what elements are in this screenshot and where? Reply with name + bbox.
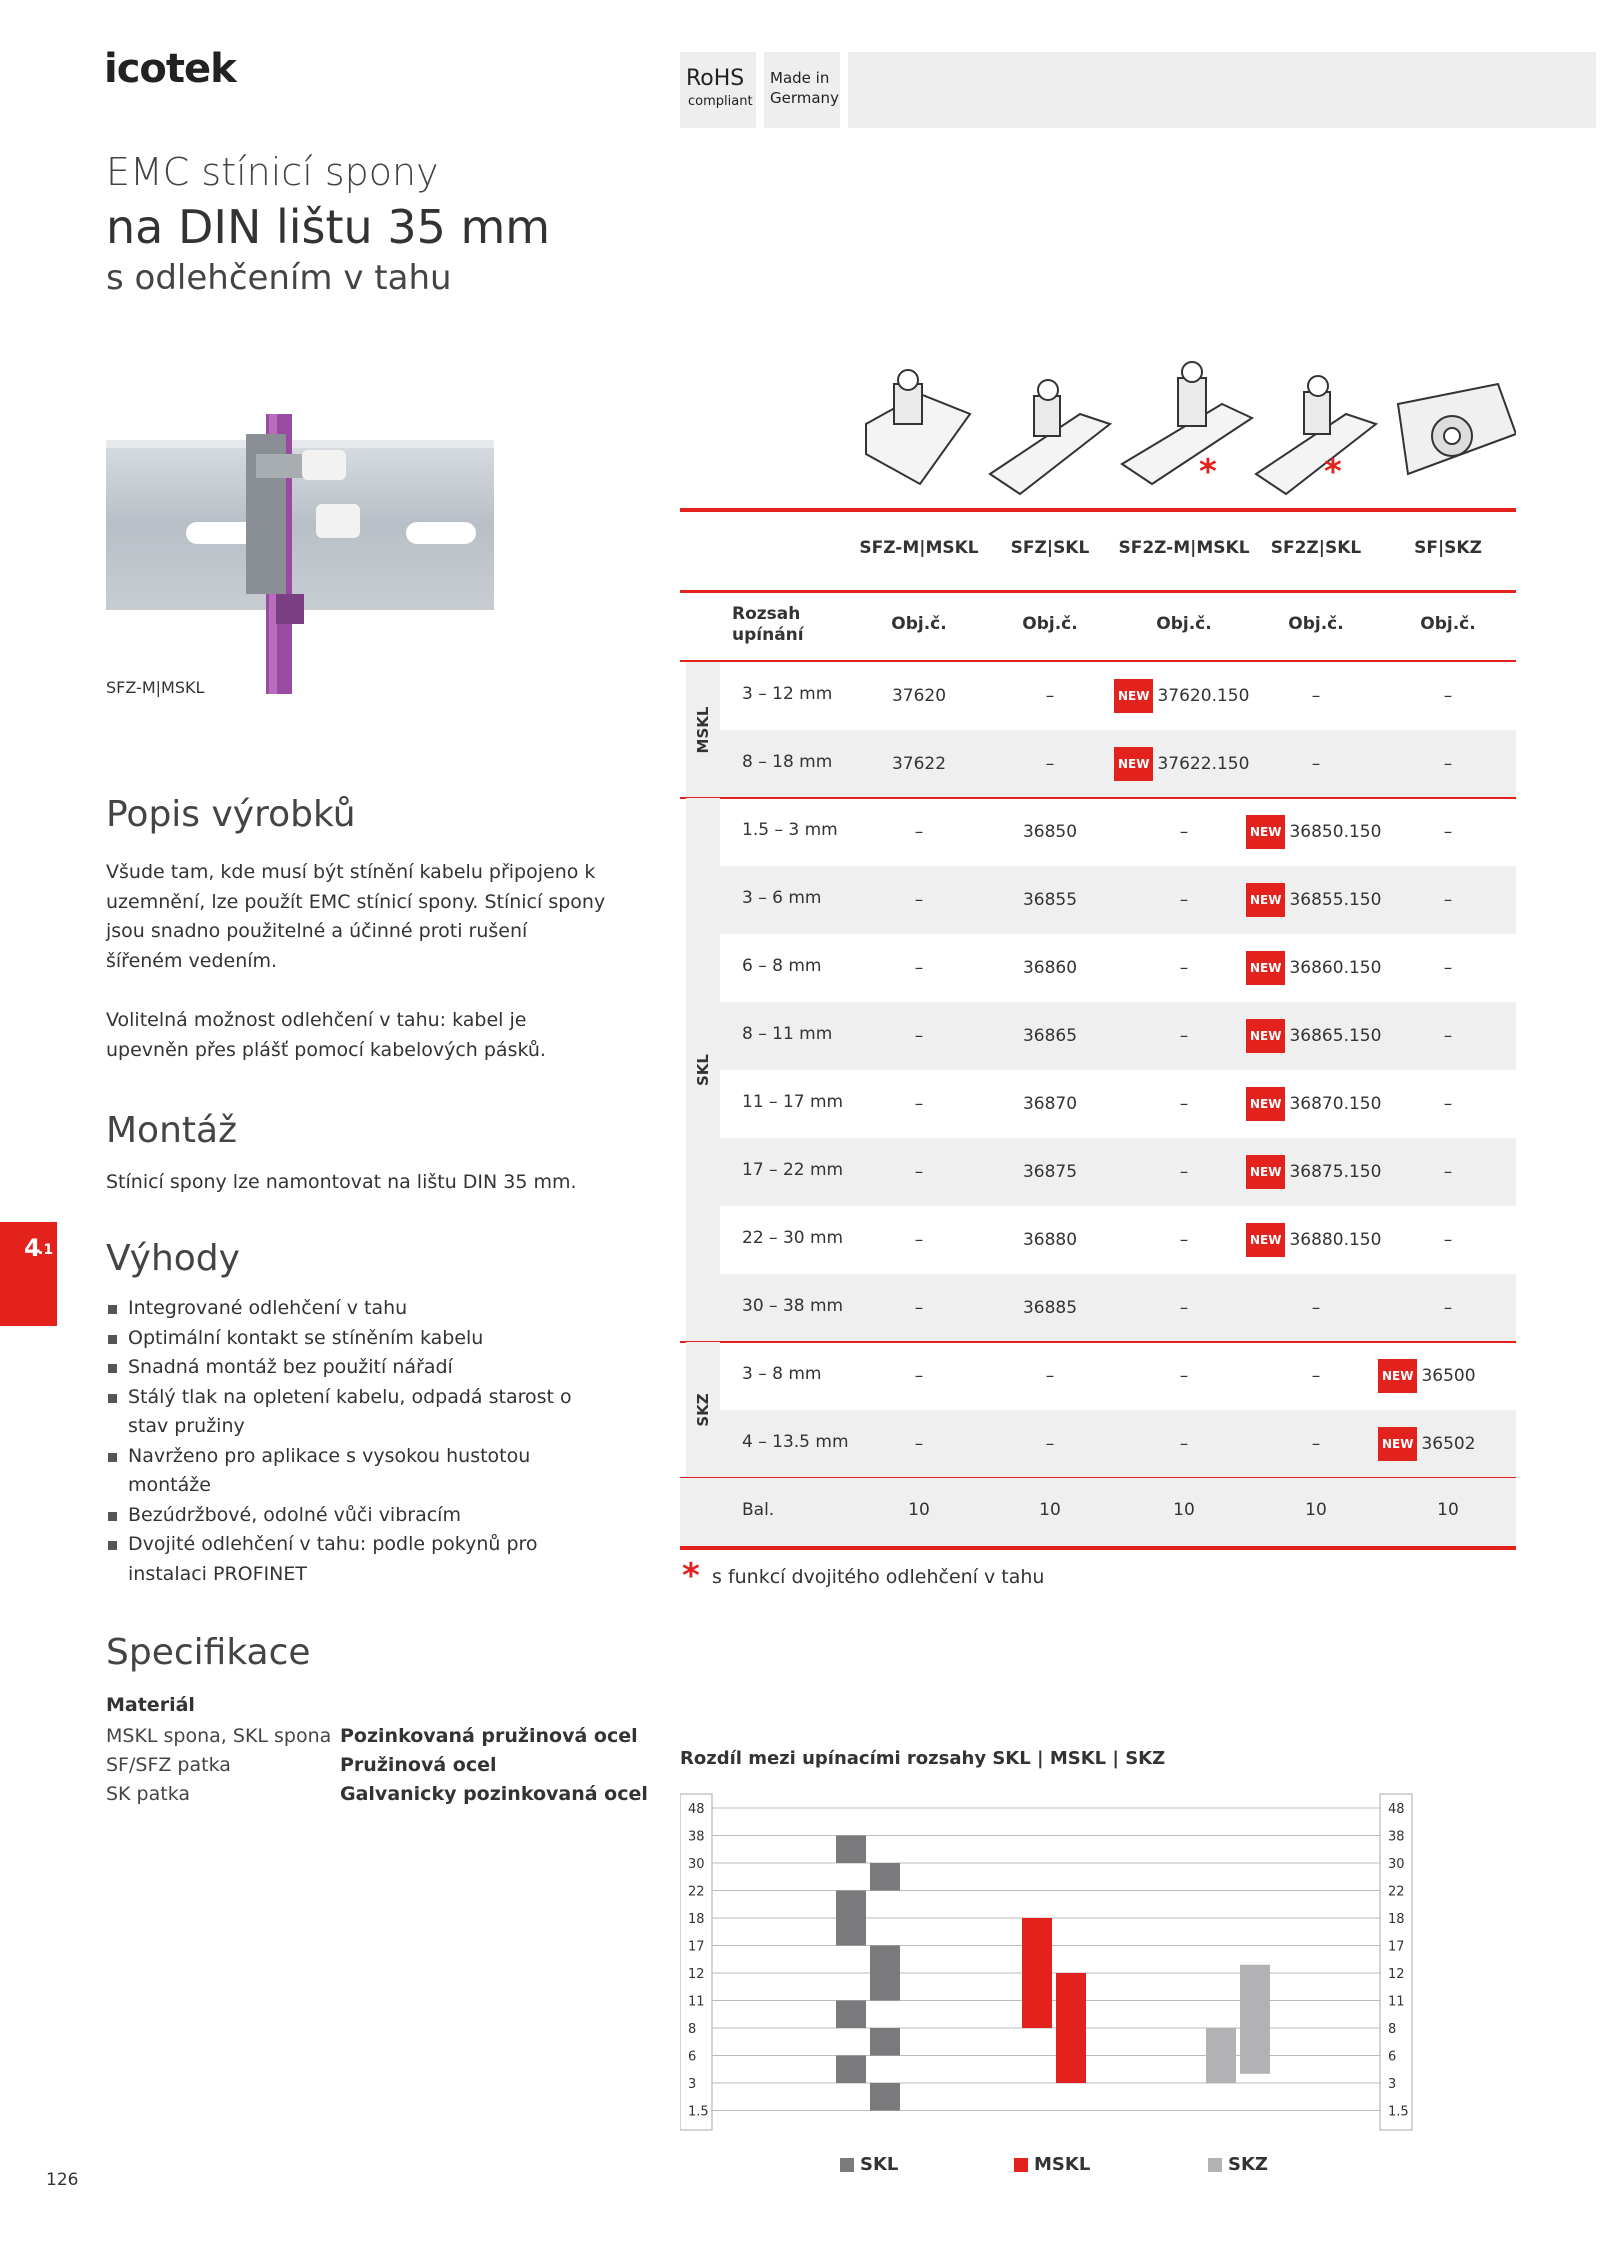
pack-value: 10 xyxy=(1039,1500,1061,1520)
spec-row xyxy=(106,1780,648,1809)
order-number: – xyxy=(914,1162,924,1182)
y-tick-label-right: 30 xyxy=(1388,1857,1405,1872)
benefit-item: Integrované odlehčení v tahu xyxy=(106,1294,586,1324)
order-number-cell xyxy=(1104,1087,1264,1121)
description-para1: Všude tam, kde musí být stínění kabelu připojeno k uzemnění, lze použít EMC stínicí spony. Stínicí spony jsou snadno použitelné a účinné proti rušení šířeném vedením. xyxy=(106,861,606,972)
order-col-header: Obj.č. xyxy=(891,614,947,634)
order-number-cell xyxy=(1104,1155,1264,1189)
range-header: Rozsah upínání xyxy=(732,604,804,645)
order-number: 36855 xyxy=(1022,890,1078,910)
order-number-cell xyxy=(1104,883,1264,917)
product-col-header: SF|SKZ xyxy=(1414,538,1482,558)
spec-row xyxy=(106,1722,638,1751)
new-badge: NEW xyxy=(1378,1427,1417,1461)
order-number: – xyxy=(1443,754,1453,774)
rohs-badge xyxy=(680,52,756,128)
bar-mskl xyxy=(1056,1973,1086,2083)
range-cell: 6 – 8 mm xyxy=(742,956,822,976)
order-col-header: Obj.č. xyxy=(1022,614,1078,634)
order-number: 36870 xyxy=(1022,1094,1078,1114)
order-number: 36860 xyxy=(1022,958,1078,978)
order-number: – xyxy=(1443,1026,1453,1046)
y-tick-label-right: 11 xyxy=(1388,1994,1405,2010)
double-strain-relief-marker: * xyxy=(1324,452,1342,492)
order-number: 36880 xyxy=(1022,1230,1078,1250)
chapter-major: 4 xyxy=(24,1234,41,1262)
footnote-text: s funkcí dvojitého odlehčení v tahu xyxy=(712,1566,1045,1588)
order-number: – xyxy=(1443,1094,1453,1114)
mounting-text: Stínicí spony lze namontovat na lištu DIN 35 mm. xyxy=(106,1171,577,1193)
table-bottom-rule xyxy=(680,1546,1516,1550)
spec-value: Pozinkovaná pružinová ocel xyxy=(340,1725,638,1747)
pack-value: 10 xyxy=(908,1500,930,1520)
range-cell: 3 – 8 mm xyxy=(742,1364,822,1384)
made-in-line2: Germany xyxy=(770,89,839,107)
range-cell: 30 – 38 mm xyxy=(742,1296,844,1316)
order-number: 36865 xyxy=(1022,1026,1078,1046)
made-in-line1: Made in xyxy=(770,69,830,87)
group-rule xyxy=(680,797,1516,799)
legend-label-mskl: MSKL xyxy=(1034,2154,1091,2175)
order-number: – xyxy=(914,1094,924,1114)
new-badge: NEW xyxy=(1246,1019,1285,1053)
order-number-cell xyxy=(1368,1155,1528,1189)
order-number-cell xyxy=(1368,1223,1528,1257)
order-number: – xyxy=(1311,1298,1321,1318)
new-badge: NEW xyxy=(1246,883,1285,917)
title-line2: na DIN lištu 35 mm xyxy=(106,200,551,254)
range-cell: 4 – 13.5 mm xyxy=(742,1432,849,1452)
order-number: – xyxy=(1311,1434,1321,1454)
new-badge: NEW xyxy=(1246,1223,1285,1257)
order-number: 37620.150 xyxy=(1157,686,1250,706)
header-bar xyxy=(848,52,1596,128)
made-in-badge xyxy=(764,52,840,128)
order-number: 36850.150 xyxy=(1289,822,1382,842)
order-number: – xyxy=(1179,1366,1189,1386)
y-tick-label-left: 11 xyxy=(688,1994,705,2010)
chapter-tab xyxy=(0,1222,57,1326)
y-tick-label-left: 30 xyxy=(688,1857,705,1872)
new-badge: NEW xyxy=(1378,1359,1417,1393)
bar-mskl xyxy=(1022,1918,1052,2028)
y-tick-label-right: 6 xyxy=(1388,2049,1397,2065)
group-label-text: SKZ xyxy=(694,1393,712,1427)
legend-label-skz: SKZ xyxy=(1228,2154,1268,2175)
new-badge: NEW xyxy=(1246,1155,1285,1189)
benefit-item: Navrženo pro aplikace s vysokou hustotou montáže xyxy=(106,1442,586,1501)
product-col-header: SF2Z-M|MSKL xyxy=(1118,538,1250,558)
order-number: 36885 xyxy=(1022,1298,1078,1318)
bar-skl xyxy=(870,2028,900,2056)
chapter-minor: .1 xyxy=(38,1242,54,1258)
order-number: 37622.150 xyxy=(1157,754,1250,774)
benefits-heading: Výhody xyxy=(106,1238,240,1279)
y-tick-label-left: 22 xyxy=(688,1884,705,1900)
clip-illustration-2 xyxy=(990,380,1110,494)
order-number-cell xyxy=(1368,1019,1528,1053)
order-number: 37620 xyxy=(891,686,947,706)
order-number: – xyxy=(1443,1230,1453,1250)
group-label xyxy=(686,662,720,798)
order-number: 36502 xyxy=(1421,1434,1476,1454)
order-number: – xyxy=(1443,958,1453,978)
order-number: – xyxy=(1443,822,1453,842)
legend-label-skl: SKL xyxy=(860,2154,899,2175)
y-tick-label-right: 22 xyxy=(1388,1884,1405,1900)
pack-value: 10 xyxy=(1173,1500,1195,1520)
y-tick-label-right: 38 xyxy=(1388,1829,1405,1845)
photo-caption: SFZ-M|MSKL xyxy=(106,678,205,697)
order-number-cell xyxy=(1236,1427,1396,1461)
order-number: – xyxy=(1443,1298,1453,1318)
order-number: 36855.150 xyxy=(1289,890,1382,910)
pack-value: 10 xyxy=(1437,1500,1459,1520)
benefit-item: Optimální kontakt se stíněním kabelu xyxy=(106,1324,586,1354)
new-badge: NEW xyxy=(1114,747,1153,781)
product-col-header: SFZ|SKL xyxy=(1010,538,1090,558)
order-number: – xyxy=(1179,1434,1189,1454)
clip-illustration-1 xyxy=(866,370,970,484)
order-number: 36870.150 xyxy=(1289,1094,1382,1114)
y-tick-label-left: 17 xyxy=(688,1939,705,1955)
clamping-range-chart xyxy=(680,1790,1420,2150)
range-cell: 22 – 30 mm xyxy=(742,1228,844,1248)
order-number: – xyxy=(914,1366,924,1386)
product-illustrations xyxy=(860,354,1516,504)
spec-value: Galvanicky pozinkovaná ocel xyxy=(340,1783,648,1805)
bar-skl xyxy=(836,1836,866,1864)
double-strain-relief-marker: * xyxy=(1199,452,1217,492)
chart-legend xyxy=(1014,2154,1090,2175)
y-tick-label-right: 48 xyxy=(1388,1802,1405,1817)
y-tick-label-right: 3 xyxy=(1388,2077,1397,2092)
order-number-cell xyxy=(1368,883,1528,917)
spec-key: SK patka xyxy=(106,1783,191,1805)
description-para2: Volitelná možnost odlehčení v tahu: kabel je upevněn přes plášť pomocí kabelových pásků. xyxy=(106,1009,546,1061)
range-cell: 8 – 11 mm xyxy=(742,1024,833,1044)
order-number-cell xyxy=(1368,815,1528,849)
y-tick-label-right: 1.5 xyxy=(1388,2104,1409,2120)
order-number-cell xyxy=(1368,1087,1528,1121)
y-tick-label-right: 12 xyxy=(1388,1967,1405,1982)
benefit-item: Dvojité odlehčení v tahu: podle pokynů pro instalaci PROFINET xyxy=(106,1530,586,1589)
order-number: – xyxy=(914,1434,924,1454)
order-number: – xyxy=(914,890,924,910)
bar-skl xyxy=(870,1946,900,2001)
bar-skl xyxy=(870,1863,900,1891)
legend-swatch-skz xyxy=(1208,2158,1222,2172)
order-number: – xyxy=(1045,686,1055,706)
specs-heading: Specifikace xyxy=(106,1632,311,1673)
range-cell: 3 – 12 mm xyxy=(742,684,833,704)
order-number: – xyxy=(914,958,924,978)
order-number: 36850 xyxy=(1022,822,1078,842)
title-line1: EMC stínicí spony xyxy=(106,150,439,194)
clip-illustration-4 xyxy=(1256,376,1376,494)
order-number: – xyxy=(1311,686,1321,706)
order-number: – xyxy=(1443,890,1453,910)
mounting-heading: Montáž xyxy=(106,1110,237,1151)
y-tick-label-left: 12 xyxy=(688,1967,705,1982)
bar-skl xyxy=(836,2056,866,2084)
order-number-cell xyxy=(1378,1427,1538,1461)
group-label xyxy=(686,798,720,1342)
product-photo xyxy=(106,354,494,694)
new-badge: NEW xyxy=(1246,1087,1285,1121)
order-number: – xyxy=(914,1298,924,1318)
order-number-cell xyxy=(1368,1291,1528,1325)
order-number-cell xyxy=(1104,951,1264,985)
range-cell: 3 – 6 mm xyxy=(742,888,822,908)
clip-illustration-3 xyxy=(1122,362,1252,484)
new-badge: NEW xyxy=(1246,951,1285,985)
legend-swatch-mskl xyxy=(1014,2158,1028,2172)
order-number: – xyxy=(1311,1366,1321,1386)
order-col-header: Obj.č. xyxy=(1288,614,1344,634)
order-col-header: Obj.č. xyxy=(1420,614,1476,634)
bar-skl xyxy=(836,2001,866,2029)
table-top-rule xyxy=(680,508,1516,512)
order-number: – xyxy=(1179,1026,1189,1046)
chart-legend xyxy=(840,2154,898,2175)
order-number: – xyxy=(1179,958,1189,978)
benefit-item: Snadná montáž bez použití nářadí xyxy=(106,1353,586,1383)
order-number: 36880.150 xyxy=(1289,1230,1382,1250)
y-tick-label-left: 8 xyxy=(688,2022,697,2037)
order-number-cell xyxy=(1236,1359,1396,1393)
order-number: – xyxy=(1045,1434,1055,1454)
y-tick-label-left: 48 xyxy=(688,1802,705,1817)
benefit-item: Bezúdržbové, odolné vůči vibracím xyxy=(106,1501,586,1531)
range-cell: 17 – 22 mm xyxy=(742,1160,844,1180)
y-tick-label-left: 38 xyxy=(688,1829,705,1845)
order-number-cell xyxy=(1104,1019,1264,1053)
clip-illustration-5 xyxy=(1398,384,1516,474)
y-tick-label-left: 1.5 xyxy=(688,2104,709,2120)
title-line3: s odlehčením v tahu xyxy=(106,258,452,298)
y-tick-label-right: 8 xyxy=(1388,2022,1397,2037)
group-rule xyxy=(680,1341,1516,1343)
y-tick-label-left: 18 xyxy=(688,1912,705,1927)
y-tick-label-left: 6 xyxy=(688,2049,697,2065)
order-number: – xyxy=(1179,822,1189,842)
material-label: Materiál xyxy=(106,1694,195,1716)
order-number-cell xyxy=(1378,1359,1538,1393)
spec-key: MSKL spona, SKL spona xyxy=(106,1725,332,1747)
y-tick-label-right: 17 xyxy=(1388,1939,1405,1955)
bar-skl xyxy=(870,2083,900,2111)
table-header-rule xyxy=(680,660,1516,662)
group-label-text: MSKL xyxy=(694,706,712,754)
order-number: – xyxy=(1443,686,1453,706)
product-col-header: SFZ-M|MSKL xyxy=(859,538,979,558)
order-number: – xyxy=(1443,1162,1453,1182)
rohs-subtitle: compliant xyxy=(688,94,753,109)
order-number: 36860.150 xyxy=(1289,958,1382,978)
order-number-cell xyxy=(970,679,1130,713)
spec-key: SF/SFZ patka xyxy=(106,1754,231,1776)
chart-legend xyxy=(1208,2154,1268,2175)
y-tick-label-left: 3 xyxy=(688,2077,697,2092)
footnote-star: * xyxy=(682,1556,700,1596)
rohs-title: RoHS xyxy=(686,66,745,91)
order-number: – xyxy=(1179,1298,1189,1318)
benefits-list xyxy=(106,1294,586,1589)
order-number-cell xyxy=(1368,951,1528,985)
order-number: – xyxy=(1179,1230,1189,1250)
order-col-header: Obj.č. xyxy=(1156,614,1212,634)
spec-row xyxy=(106,1751,497,1780)
description-heading: Popis výrobků xyxy=(106,794,356,835)
order-number: – xyxy=(1179,1162,1189,1182)
page-number: 126 xyxy=(46,2170,79,2190)
benefit-item: Stálý tlak na opletení kabelu, odpadá starost o stav pružiny xyxy=(106,1383,586,1442)
group-label-text: SKL xyxy=(694,1054,712,1086)
order-number: – xyxy=(1179,890,1189,910)
group-label xyxy=(686,1342,720,1478)
order-number: – xyxy=(914,1026,924,1046)
range-cell: 8 – 18 mm xyxy=(742,752,833,772)
order-number-cell xyxy=(1368,747,1528,781)
y-tick-label-right: 18 xyxy=(1388,1912,1405,1927)
bar-skl xyxy=(836,1891,866,1946)
order-number: 36865.150 xyxy=(1289,1026,1382,1046)
order-number: – xyxy=(1179,1094,1189,1114)
icotek-logo: icotek xyxy=(104,46,236,92)
range-cell: 11 – 17 mm xyxy=(742,1092,844,1112)
bar-skz xyxy=(1240,1965,1270,2074)
order-number: – xyxy=(1045,754,1055,774)
spec-value: Pružinová ocel xyxy=(340,1754,497,1776)
product-col-header: SF2Z|SKL xyxy=(1270,538,1362,558)
order-number: – xyxy=(1311,754,1321,774)
bar-skz xyxy=(1206,2028,1236,2083)
order-number: – xyxy=(914,822,924,842)
order-number: 37622 xyxy=(891,754,947,774)
order-number-cell xyxy=(970,747,1130,781)
order-number: – xyxy=(1045,1366,1055,1386)
chart-title: Rozdíl mezi upínacími rozsahy SKL | MSKL | SKZ xyxy=(680,1748,1166,1769)
order-number: 36875.150 xyxy=(1289,1162,1382,1182)
legend-swatch-skl xyxy=(840,2158,854,2172)
order-number-cell xyxy=(1368,679,1528,713)
order-number-cell xyxy=(1104,1223,1264,1257)
table-header-rule xyxy=(680,590,1516,593)
pack-value: 10 xyxy=(1305,1500,1327,1520)
range-cell: 1.5 – 3 mm xyxy=(742,820,838,840)
pack-label: Bal. xyxy=(742,1500,775,1520)
new-badge: NEW xyxy=(1114,679,1153,713)
order-number: 36500 xyxy=(1421,1366,1476,1386)
order-number: – xyxy=(914,1230,924,1250)
new-badge: NEW xyxy=(1246,815,1285,849)
order-number-cell xyxy=(1104,815,1264,849)
order-number: 36875 xyxy=(1022,1162,1078,1182)
